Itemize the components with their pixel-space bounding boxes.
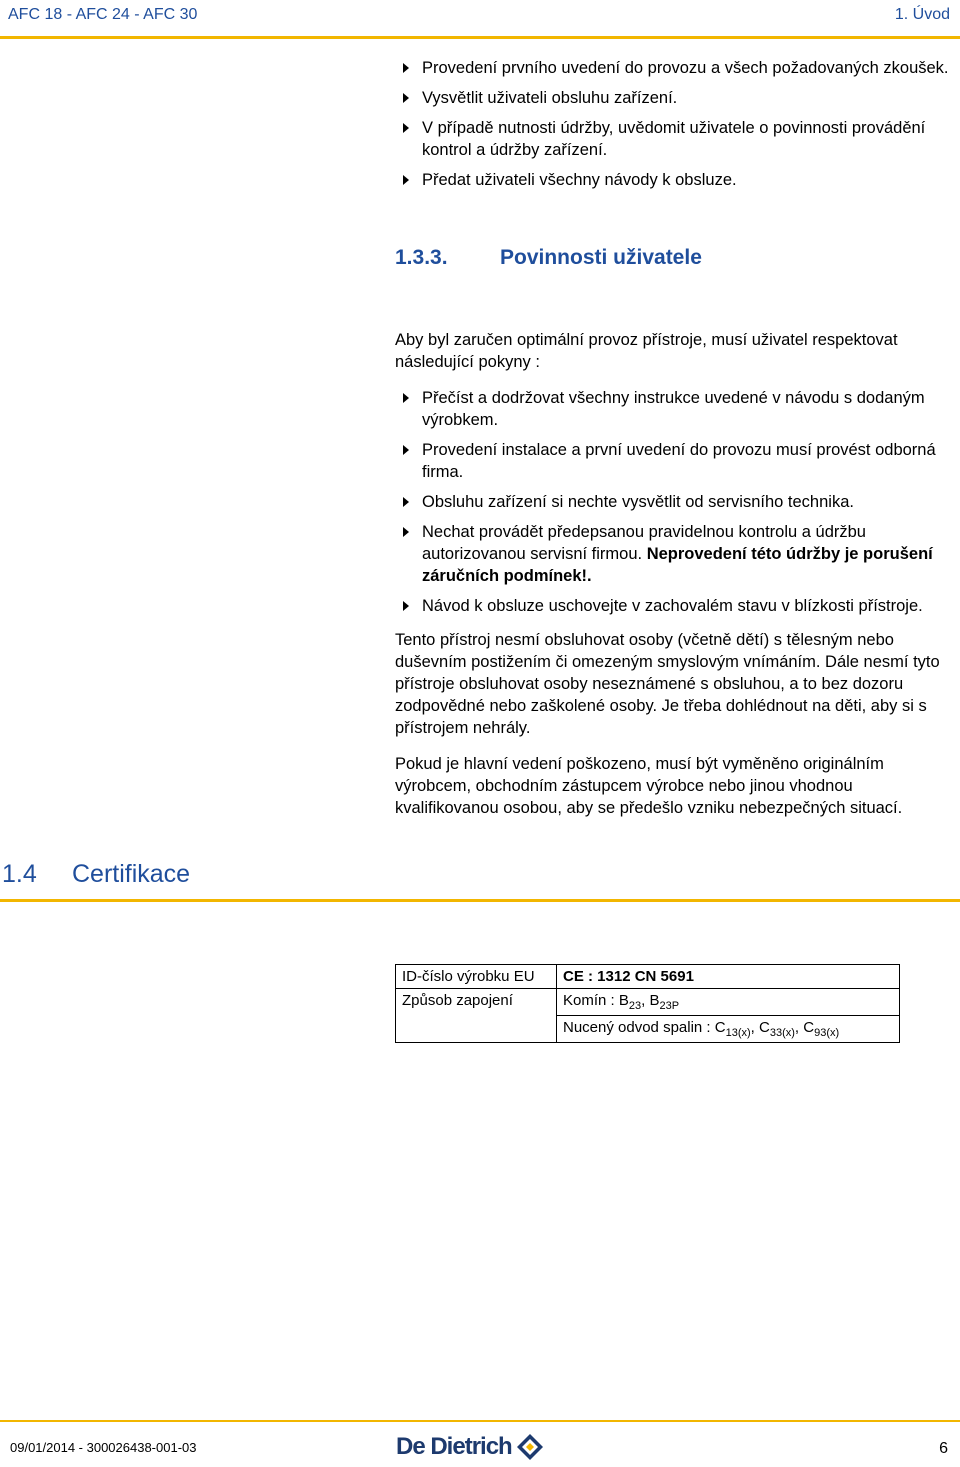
warranty-warning: Neprovedení této údržby je porušení záručních podmínek!. — [422, 545, 933, 585]
list-item: Provedení instalace a první uvedení do provozu musí provést odborná firma. — [395, 439, 960, 483]
paragraph-cable-replacement: Pokud je hlavní vedení poškozeno, musí být vyměněno originálním výrobcem, obchodním zástupcem výrobce nebo jinou vhodnou kvalifikovanou osobou, aby se předešlo vzniku nebezpečných situací. — [395, 755, 903, 817]
brand-logo — [396, 1427, 544, 1467]
section-heading — [395, 246, 702, 270]
table-cell: CE : 1312 CN 5691 — [557, 965, 900, 989]
page-number: 6 — [939, 1440, 948, 1457]
list-item: Provedení prvního uvedení do provozu a všech požadovaných zkoušek. — [395, 57, 960, 79]
arrow-bullet-icon — [403, 123, 409, 133]
section-number: 1.3.3. — [395, 246, 448, 269]
certification-table — [395, 964, 900, 1043]
table-row — [396, 965, 900, 989]
section-title: Povinnosti uživatele — [500, 246, 702, 269]
table-cell: ID-číslo výrobku EU — [396, 965, 557, 989]
logo-text: De Dietrich — [396, 1433, 512, 1460]
arrow-bullet-icon — [403, 93, 409, 103]
certification-number: 1.4 — [2, 860, 37, 888]
table-cell: Způsob zapojení — [396, 989, 557, 1043]
list-item: Přečíst a dodržovat všechny instrukce uvedené v návodu s dodaným výrobkem. — [395, 387, 960, 431]
list-item: Obsluhu zařízení si nechte vysvětlit od servisního technika. — [395, 491, 960, 513]
header-rule — [0, 36, 960, 39]
arrow-bullet-icon — [403, 601, 409, 611]
arrow-bullet-icon — [403, 497, 409, 507]
arrow-bullet-icon — [403, 175, 409, 185]
list-item: Návod k obsluze uschovejte v zachovalém stavu v blízkosti přístroje. — [395, 595, 960, 617]
footer-rule — [0, 1420, 960, 1422]
list-item: Nechat provádět předepsanou pravidelnou kontrolu a údržbu autorizovanou servisní firmou. Neprovedení této údržby je porušení záručních podmínek!. — [395, 521, 960, 587]
installer-duties-list — [395, 57, 960, 199]
intro-paragraph: Aby byl zaručen optimální provoz přístroje, musí uživatel respektovat následující pokyny : — [395, 331, 898, 371]
footer-doc-ref: 09/01/2014 - 300026438-001-03 — [10, 1440, 197, 1455]
list-item: Předat uživateli všechny návody k obsluze. — [395, 169, 960, 191]
table-row — [396, 989, 900, 1016]
user-duties-block — [395, 329, 960, 819]
arrow-bullet-icon — [403, 445, 409, 455]
arrow-bullet-icon — [403, 393, 409, 403]
header-chapter: 1. Úvod — [894, 6, 950, 23]
certification-rule — [0, 899, 960, 902]
table-cell: Nucený odvod spalin : $C_{13(x)}$, $C_{33(x)}$, $C_{93(x)}$ — [557, 1016, 900, 1043]
header-doc-title: AFC 18 - AFC 24 - AFC 30 — [8, 6, 198, 23]
table-cell: Komín : $B_{23}$, $B_{23P}$ — [557, 989, 900, 1016]
certification-title: Certifikace — [72, 860, 191, 888]
list-item: V případě nutnosti údržby, uvědomit uživatele o povinnosti provádění kontrol a údržby zařízení. — [395, 117, 960, 161]
paragraph-restrictions: Tento přístroj nesmí obsluhovat osoby (včetně dětí) s tělesným nebo duševním postižením či omezeným smyslovým vnímáním. Dále nesmí tyto přístroje obsluhovat osoby neseznámené s obsluhou, a to bez dozoru zodpovědné nebo zaškolené osoby. Je třeba dohlédnout na děti, aby si s přístrojem nehrály. — [395, 631, 940, 737]
arrow-bullet-icon — [403, 63, 409, 73]
diamond-logo-icon — [516, 1433, 544, 1461]
certification-heading — [2, 860, 190, 889]
arrow-bullet-icon — [403, 527, 409, 537]
list-item: Vysvětlit uživateli obsluhu zařízení. — [395, 87, 960, 109]
